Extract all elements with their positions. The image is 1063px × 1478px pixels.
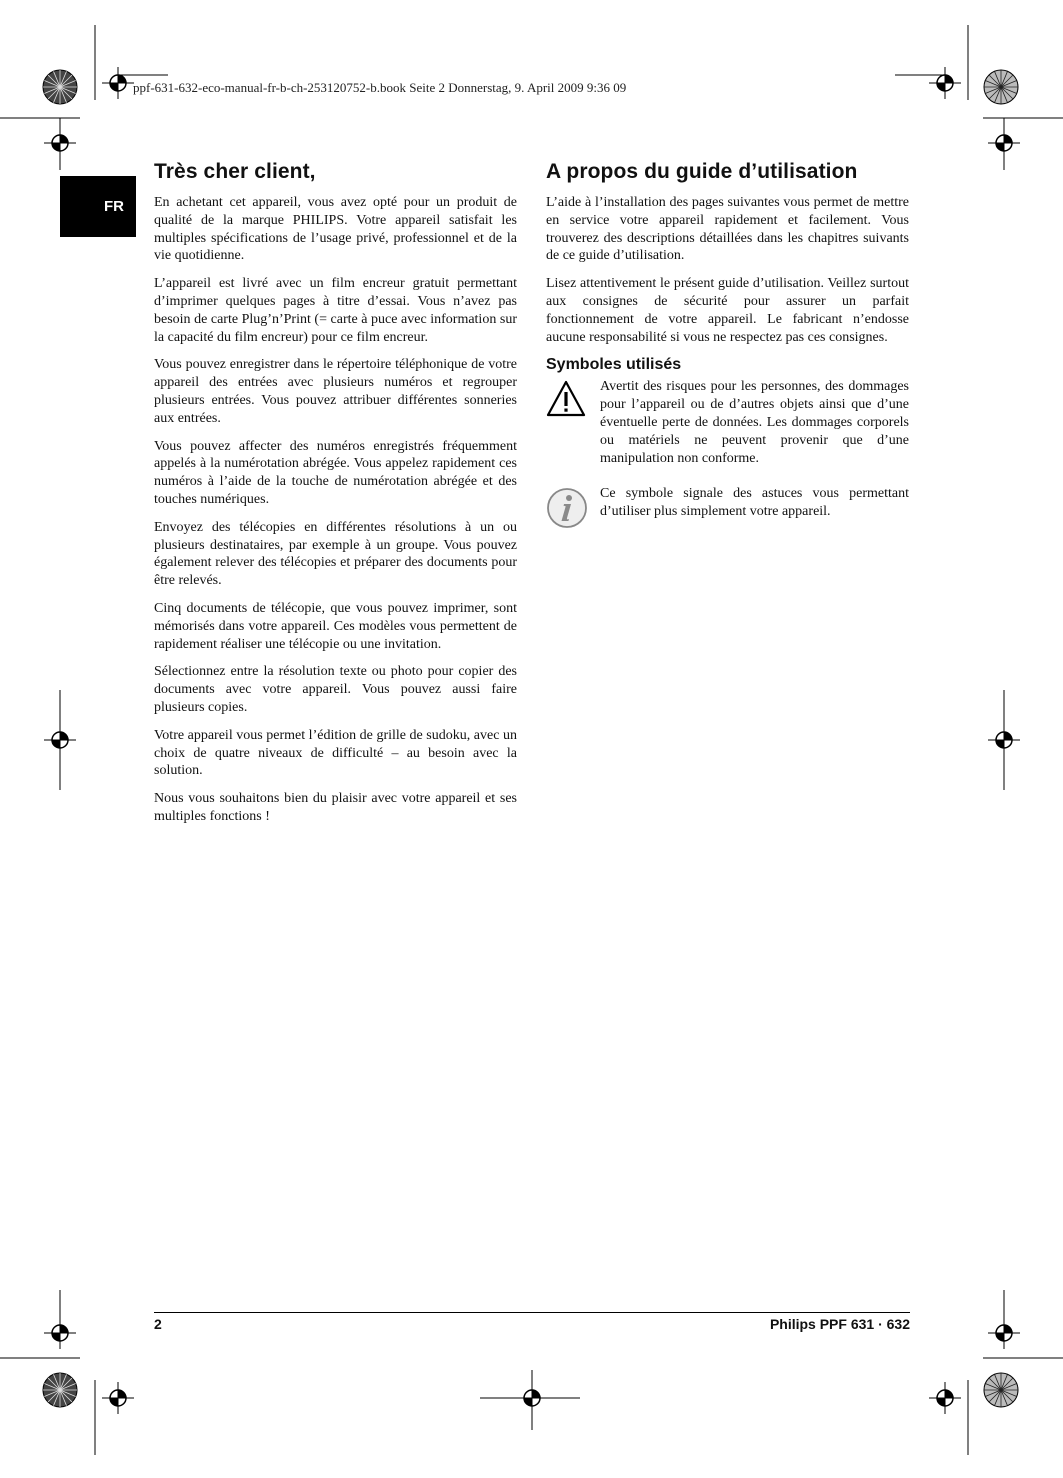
welcome-paragraph: Envoyez des télécopies en différentes résolutions à un ou plusieurs destinataires, par exemple à un groupe. Vous pouvez également relever des télécopies et préparer des documents pour être relevés.: [154, 519, 517, 589]
welcome-section: [154, 160, 517, 836]
guide-paragraph: L’aide à l’installation des pages suivantes vous permet de mettre en service votre appareil rapidement et facilement. Vous trouverez des descriptions détaillées dans les chapitres suivants de ce guide d’utilisation.: [546, 195, 909, 264]
page-number: 2: [154, 1316, 162, 1332]
guide-paragraph: Lisez attentivement le présent guide d’utilisation. Veillez surtout aux consignes de sécurité pour assurer un parfait fonctionnement de votre appareil. Le fabricant n’endosse aucune responsabilité si vous ne respectez pas ces consignes.: [546, 276, 909, 345]
guide-title: A propos du guide d’utilisation: [546, 160, 858, 183]
welcome-paragraph: Cinq documents de télécopie, que vous pouvez imprimer, sont mémorisés dans votre appareil. Ces modèles vous permettent de rapidement réaliser une télécopie ou une invitation.: [154, 600, 517, 652]
product-name: Philips PPF 631 · 632: [769, 1316, 910, 1332]
welcome-title: Très cher client,: [154, 160, 316, 183]
welcome-paragraph: Vous pouvez affecter des numéros enregistrés fréquemment appelés à la numérotation abrégée. Vous appelez rapidement ces numéros à l’aide de la touche de numérotation abrégée et des touches numériques.: [154, 438, 517, 507]
warning-triangle-icon: [546, 378, 592, 423]
symbols-title: Symboles utilisés: [546, 356, 682, 374]
symbol-info-row: [546, 485, 909, 534]
welcome-paragraph: Votre appareil vous permet l’édition de grille de sudoku, avec un choix de quatre niveaux de difficulté – au besoin avec la solution.: [154, 727, 517, 779]
welcome-paragraph: Vous pouvez enregistrer dans le répertoire téléphonique de votre appareil des entrées avec plusieurs numéros et regrouper plusieurs entrées. Vous pouvez attribuer différentes sonneries aux entrées.: [154, 357, 517, 426]
welcome-paragraph: L’appareil est livré avec un film encreur gratuit permettant d’imprimer quelques pages à titre d’essai. Vous n’avez pas besoin de carte Plug’n’Print (= carte à puce avec information sur la capacité du film encreur) pour ce film encreur.: [154, 276, 517, 345]
welcome-paragraph: En achetant cet appareil, vous avez opté pour un produit de qualité de la marque PHILIPS. Votre appareil satisfait les multiples spécifications de l’usage privé, professionnel et de la vie quotidienne.: [154, 195, 517, 264]
book-header-line: ppf-631-632-eco-manual-fr-b-ch-253120752-b.book Seite 2 Donnerstag, 9. April 2009 9:36 09: [133, 80, 627, 95]
welcome-paragraph: Nous vous souhaitons bien du plaisir avec votre appareil et ses multiples fonctions !: [154, 791, 517, 824]
language-tab: FR: [60, 176, 136, 237]
warning-symbol-text: Avertit des risques pour les personnes, des dommages pour l’appareil ou de d’autres objets ainsi que d’une éventuelle perte de données. Les dommages corporels ou matériels ne peuvent provenir que d’une manipulation non conforme.: [600, 379, 909, 466]
footer-rule: [154, 1312, 910, 1313]
welcome-paragraph: Sélectionnez entre la résolution texte ou photo pour copier des documents avec votre appareil. Vous pouvez aussi faire plusieurs copies.: [154, 664, 517, 715]
guide-section: [546, 160, 909, 552]
info-icon: [546, 485, 592, 534]
info-symbol-text: Ce symbole signale des astuces vous permettant d’utiliser plus simplement votre appareil.: [600, 486, 909, 520]
symbol-warning-row: [546, 378, 909, 467]
